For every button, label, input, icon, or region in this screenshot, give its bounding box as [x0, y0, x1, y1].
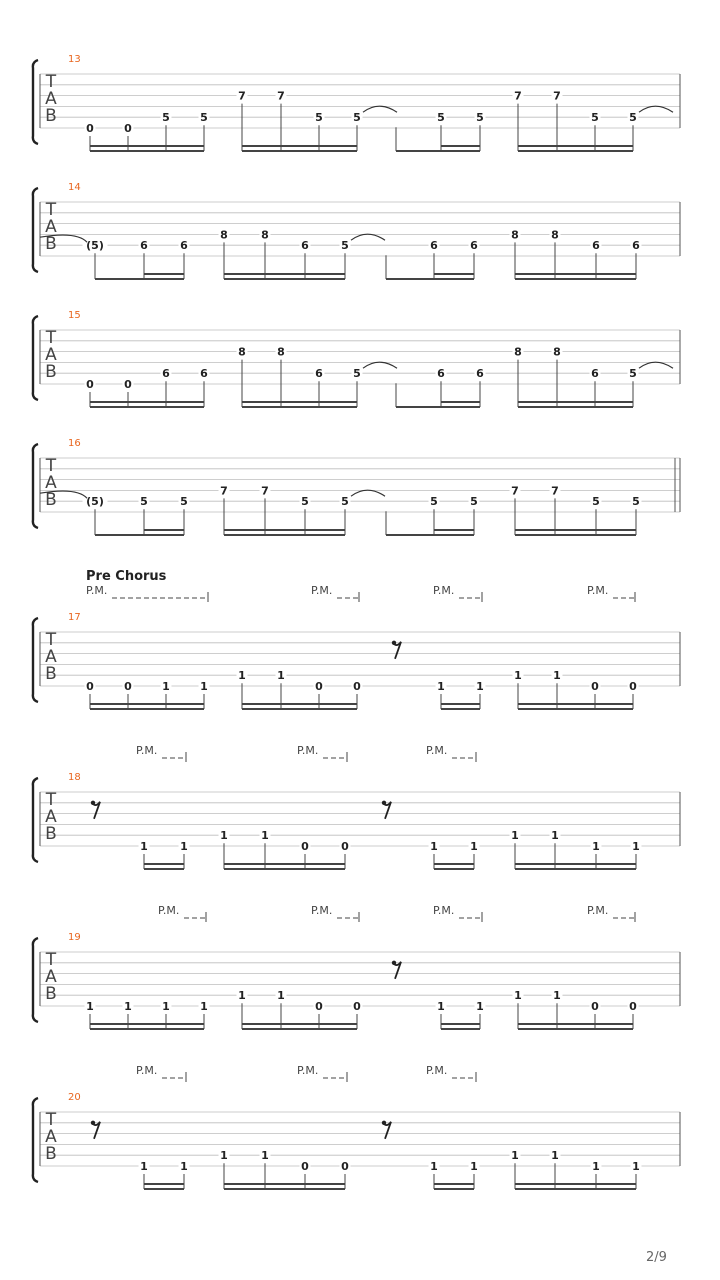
fret-number: 5 — [162, 111, 170, 125]
measure-number: 19 — [68, 932, 81, 943]
fret-number: 8 — [238, 345, 246, 359]
rest-dot — [91, 801, 95, 805]
fret-number: 6 — [470, 239, 478, 253]
tab-system — [33, 904, 680, 1029]
fret-number: 1 — [514, 669, 522, 683]
pm-label: P.M. — [433, 584, 455, 597]
system-bracket — [33, 778, 38, 862]
tie-arc — [639, 362, 673, 368]
fret-number: 1 — [514, 989, 522, 1003]
system-bracket — [33, 938, 38, 1022]
tab-clef-letter: T — [45, 630, 57, 650]
tab-clef-letter: T — [45, 1110, 57, 1130]
fret-number: 6 — [315, 367, 323, 381]
fret-number: 5 — [353, 111, 361, 125]
fret-number: 6 — [301, 239, 309, 253]
fret-number: 1 — [277, 989, 285, 1003]
fret-number: 8 — [277, 345, 285, 359]
tab-clef-letter: A — [45, 217, 57, 237]
measure-number: 13 — [68, 54, 81, 65]
fret-number: 7 — [551, 484, 559, 498]
fret-number: 1 — [86, 1000, 94, 1013]
fret-number: 1 — [140, 1160, 148, 1173]
fret-number: 1 — [430, 840, 438, 853]
fret-number: 1 — [476, 1000, 484, 1013]
fret-number: 5 — [632, 495, 640, 509]
fret-number: 8 — [511, 228, 519, 242]
fret-number: 1 — [511, 1149, 519, 1163]
fret-number: 6 — [476, 367, 484, 381]
fret-number: 1 — [124, 1000, 132, 1013]
fret-number: 0 — [124, 122, 132, 135]
fret-number: 5 — [301, 495, 309, 509]
pm-label: P.M. — [587, 584, 609, 597]
tab-clef-letter: T — [45, 328, 57, 348]
fret-number: 8 — [551, 228, 559, 242]
fret-number: 0 — [591, 1000, 599, 1013]
tie-arc — [639, 106, 673, 112]
tab-clef-letter: B — [45, 984, 57, 1004]
fret-number: 1 — [470, 840, 478, 853]
fret-number: 6 — [140, 239, 148, 253]
pm-label: P.M. — [311, 584, 333, 597]
rest-dot — [382, 1121, 386, 1125]
fret-number: 1 — [180, 840, 188, 853]
pm-label: P.M. — [158, 904, 180, 917]
system-bracket — [33, 444, 38, 528]
fret-number: (5) — [86, 495, 104, 509]
fret-number: 1 — [551, 829, 559, 843]
rest-dot — [91, 1121, 95, 1125]
fret-number: 1 — [592, 840, 600, 853]
tab-clef-letter: B — [45, 664, 57, 684]
fret-number: 1 — [238, 669, 246, 683]
fret-number: 5 — [140, 495, 148, 509]
fret-number: 0 — [353, 680, 361, 693]
fret-number: 1 — [261, 829, 269, 843]
measure-number: 20 — [68, 1092, 81, 1103]
fret-number: 1 — [220, 829, 228, 843]
page-number: 2/9 — [646, 1250, 667, 1265]
tab-system — [33, 438, 680, 535]
tab-clef-letter: B — [45, 362, 57, 382]
fret-number: 5 — [341, 495, 349, 509]
fret-number: 8 — [220, 228, 228, 242]
system-bracket — [33, 188, 38, 272]
fret-number: 0 — [315, 1000, 323, 1013]
fret-number: 5 — [591, 111, 599, 125]
fret-number: 0 — [301, 840, 309, 853]
tab-clef-letter: B — [45, 106, 57, 126]
fret-number: 6 — [592, 239, 600, 253]
fret-number: 0 — [124, 680, 132, 693]
system-bracket — [33, 618, 38, 702]
tab-clef-letter: A — [45, 473, 57, 493]
tab-clef-letter: T — [45, 72, 57, 92]
fret-number: 1 — [553, 669, 561, 683]
rest-dot — [392, 961, 396, 965]
system-bracket — [33, 60, 38, 144]
fret-number: 7 — [553, 89, 561, 103]
tie-arc — [363, 362, 397, 368]
fret-number: 0 — [124, 378, 132, 391]
fret-number: 1 — [200, 1000, 208, 1013]
tab-clef-letter: B — [45, 490, 57, 510]
fret-number: 1 — [632, 840, 640, 853]
fret-number: 0 — [629, 680, 637, 693]
pm-label: P.M. — [433, 904, 455, 917]
fret-number: 1 — [140, 840, 148, 853]
fret-number: 6 — [632, 239, 640, 253]
measure-number: 15 — [68, 310, 81, 321]
fret-number: 6 — [200, 367, 208, 381]
fret-number: 1 — [437, 680, 445, 693]
fret-number: 5 — [353, 367, 361, 381]
pm-label: P.M. — [136, 1064, 158, 1077]
fret-number: 1 — [437, 1000, 445, 1013]
fret-number: 1 — [632, 1160, 640, 1173]
fret-number: 5 — [592, 495, 600, 509]
fret-number: 5 — [629, 111, 637, 125]
fret-number: 1 — [511, 829, 519, 843]
fret-number: 1 — [200, 680, 208, 693]
tab-clef-letter: B — [45, 1144, 57, 1164]
rest-dot — [392, 641, 396, 645]
measure-number: 16 — [68, 438, 81, 449]
pm-label: P.M. — [136, 744, 158, 757]
tab-clef-letter: A — [45, 967, 57, 987]
fret-number: 5 — [437, 111, 445, 125]
tab-clef-letter: A — [45, 1127, 57, 1147]
fret-number: 6 — [591, 367, 599, 381]
fret-number: 8 — [553, 345, 561, 359]
fret-number: 7 — [511, 484, 519, 498]
fret-number: 5 — [430, 495, 438, 509]
fret-number: 7 — [277, 89, 285, 103]
measure-number: 14 — [68, 182, 81, 193]
tab-system — [33, 1064, 680, 1189]
system-bracket — [33, 1098, 38, 1182]
fret-number: 1 — [162, 680, 170, 693]
pm-label: P.M. — [297, 1064, 319, 1077]
pm-label: P.M. — [426, 1064, 448, 1077]
tab-clef-letter: A — [45, 345, 57, 365]
tab-clef-letter: T — [45, 950, 57, 970]
tie-arc — [351, 490, 385, 496]
fret-number: 6 — [437, 367, 445, 381]
fret-number: 6 — [162, 367, 170, 381]
fret-number: 5 — [341, 239, 349, 253]
fret-number: 8 — [261, 228, 269, 242]
tie-arc — [351, 234, 385, 240]
fret-number: 0 — [315, 680, 323, 693]
fret-number: 1 — [476, 680, 484, 693]
measure-number: 17 — [68, 612, 81, 623]
fret-number: 1 — [180, 1160, 188, 1173]
fret-number: 1 — [592, 1160, 600, 1173]
fret-number: (5) — [86, 239, 104, 253]
fret-number: 5 — [476, 111, 484, 125]
fret-number: 0 — [86, 378, 94, 391]
fret-number: 5 — [629, 367, 637, 381]
fret-number: 7 — [514, 89, 522, 103]
measure-number: 18 — [68, 772, 81, 783]
tab-system — [33, 569, 680, 709]
pm-label: P.M. — [587, 904, 609, 917]
fret-number: 0 — [341, 1160, 349, 1173]
system-bracket — [33, 316, 38, 400]
fret-number: 0 — [591, 680, 599, 693]
fret-number: 1 — [430, 1160, 438, 1173]
tie-arc — [363, 106, 397, 112]
tab-system — [33, 182, 680, 279]
section-label: Pre Chorus — [86, 569, 167, 584]
fret-number: 0 — [86, 680, 94, 693]
tab-clef-letter: A — [45, 807, 57, 827]
tab-system — [33, 310, 680, 407]
tab-clef-letter: B — [45, 824, 57, 844]
tab-system — [33, 744, 680, 869]
pm-label: P.M. — [426, 744, 448, 757]
fret-number: 0 — [301, 1160, 309, 1173]
pm-label: P.M. — [86, 584, 108, 597]
fret-number: 5 — [180, 495, 188, 509]
rest-dot — [382, 801, 386, 805]
fret-number: 1 — [261, 1149, 269, 1163]
fret-number: 0 — [629, 1000, 637, 1013]
fret-number: 1 — [553, 989, 561, 1003]
fret-number: 5 — [315, 111, 323, 125]
tab-clef-letter: T — [45, 200, 57, 220]
fret-number: 5 — [470, 495, 478, 509]
pm-label: P.M. — [297, 744, 319, 757]
fret-number: 7 — [261, 484, 269, 498]
fret-number: 7 — [238, 89, 246, 103]
tab-clef-letter: T — [45, 456, 57, 476]
fret-number: 1 — [470, 1160, 478, 1173]
tab-clef-letter: T — [45, 790, 57, 810]
fret-number: 7 — [220, 484, 228, 498]
tab-clef-letter: B — [45, 234, 57, 254]
fret-number: 1 — [162, 1000, 170, 1013]
pm-label: P.M. — [311, 904, 333, 917]
tab-clef-letter: A — [45, 647, 57, 667]
fret-number: 8 — [514, 345, 522, 359]
fret-number: 1 — [277, 669, 285, 683]
fret-number: 1 — [220, 1149, 228, 1163]
fret-number: 0 — [341, 840, 349, 853]
fret-number: 0 — [86, 122, 94, 135]
tab-system — [33, 54, 680, 151]
fret-number: 0 — [353, 1000, 361, 1013]
fret-number: 5 — [200, 111, 208, 125]
tab-clef-letter: A — [45, 89, 57, 109]
fret-number: 1 — [551, 1149, 559, 1163]
fret-number: 6 — [180, 239, 188, 253]
fret-number: 6 — [430, 239, 438, 253]
fret-number: 1 — [238, 989, 246, 1003]
